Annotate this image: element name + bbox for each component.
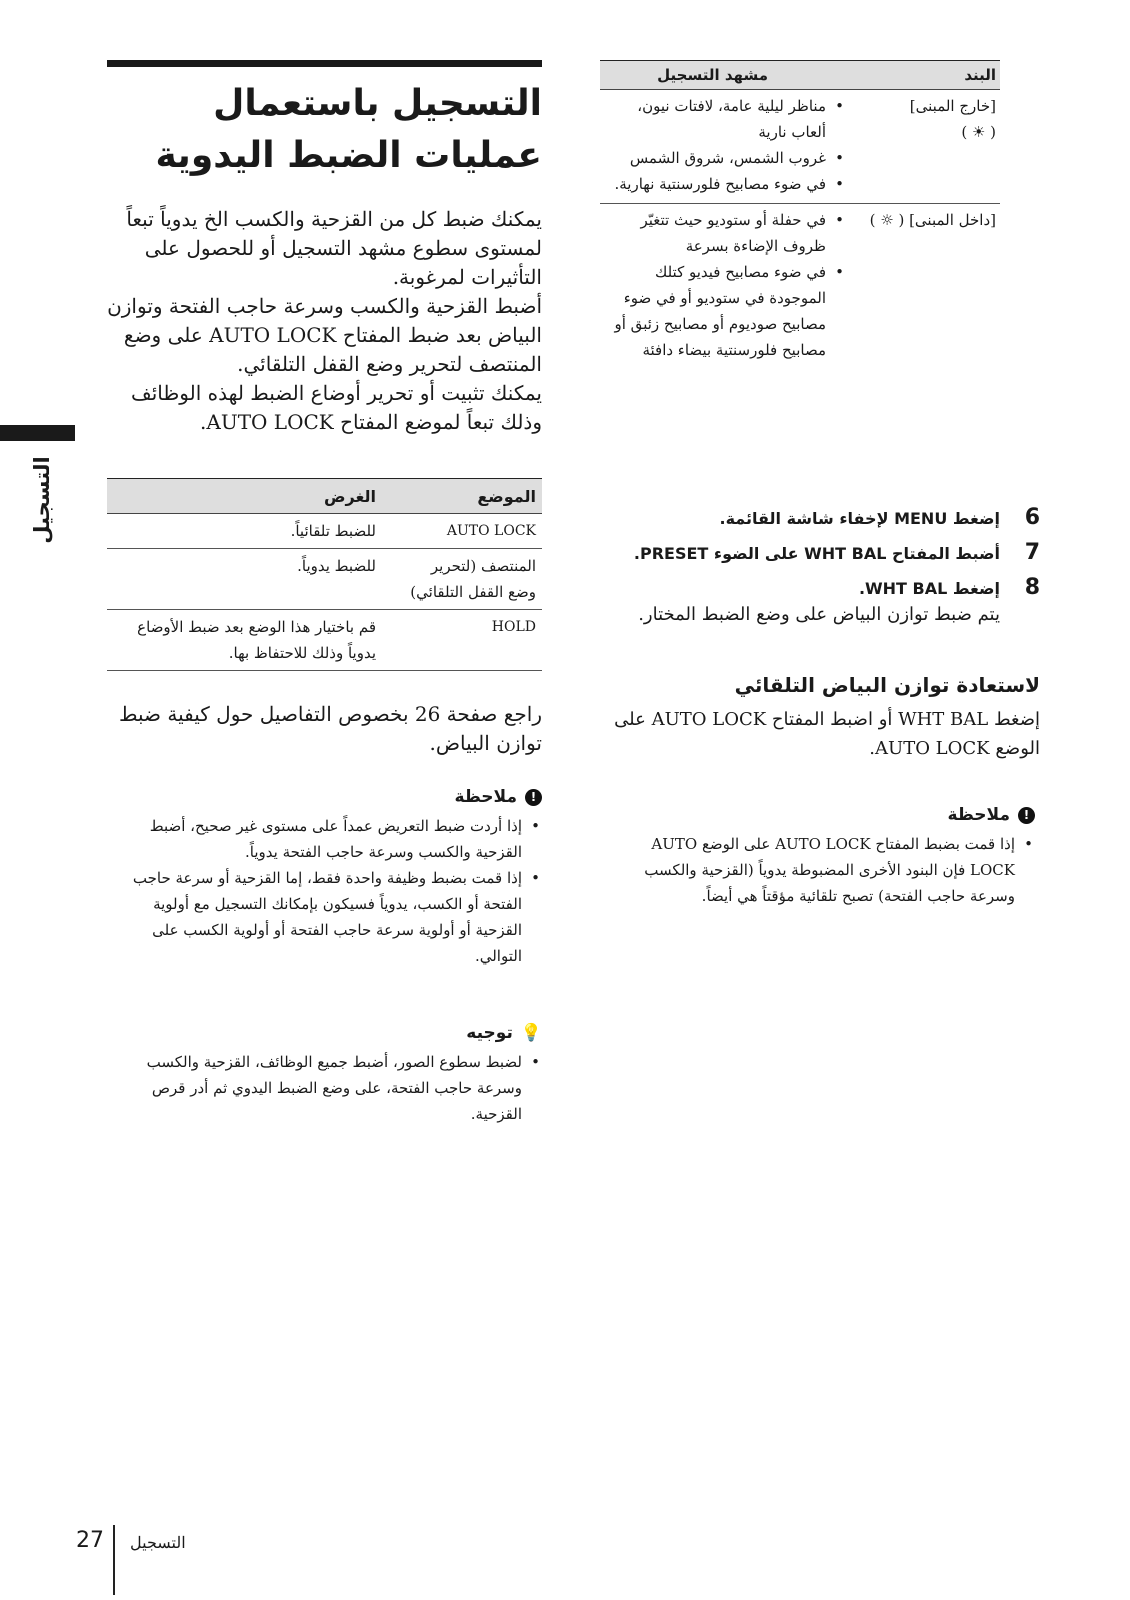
list-item: • في حفلة أو ستوديو حيث تتغيّر ظروف الإضاءة بسرعة [600, 207, 846, 259]
title-rule [107, 60, 542, 67]
indoor-scene-list [600, 207, 846, 363]
purpose-header: الغرض [324, 486, 376, 506]
restore-section [600, 673, 1040, 763]
step-8 [600, 575, 1040, 600]
tip-heading [107, 1023, 542, 1043]
lightbulb-icon: 💡 [520, 1023, 542, 1043]
table-row [107, 610, 542, 671]
restore-heading: لاستعادة توازن البياض التلقائي [734, 673, 1040, 697]
title-line-2: عمليات الضبط اليدوية [155, 135, 542, 176]
list-item: • إذا قمت بضبط المفتاح AUTO LOCK على الوضع AUTO LOCK فإن البنود الأخرى المضبوطة يدوياً (القزحية والكسب وسرعة حاجب الفتحة) تصبح تلقائية مؤقتاً هي أيضاً. [610, 831, 1035, 909]
tip [107, 1023, 542, 1127]
sun-icon: ( ☀ ) [961, 123, 996, 141]
restore-body: إضغط WHT BAL أو اضبط المفتاح AUTO LOCK على الوضع AUTO LOCK. [614, 709, 1040, 759]
position-table [107, 478, 542, 671]
side-tab-bar [0, 425, 75, 441]
purpose-cell: للضبط يدوياً. [297, 557, 376, 575]
steps-list [600, 505, 1040, 629]
step-text: أضبط المفتاح WHT BAL على الضوء PRESET. [633, 544, 1000, 563]
position-cell: AUTO LOCK [446, 523, 536, 539]
page-number: 27 [76, 1528, 104, 1553]
note-left [610, 805, 1035, 909]
position-cell: HOLD [491, 619, 536, 635]
list-item: • في ضوء مصابيح فيديو كتلك الموجودة في ستوديو أو في ضوء مصابيح صوديوم أو مصابيح زئبق أو مصابيح فلورسنتية بيضاء دافئة [600, 259, 846, 363]
list-item: • غروب الشمس، شروق الشمس [600, 145, 846, 171]
list-item: • مناظر ليلية عامة، لافتات نيون، ألعاب نارية [600, 93, 846, 145]
intro-paragraph-3: يمكنك تثبيت أو تحرير أوضاع الضبط لهذه الوظائف وذلك تبعاً لموضع المفتاح AUTO LOCK. [131, 381, 542, 434]
purpose-cell: للضبط تلقائياً. [290, 522, 376, 540]
note-icon: ! [1018, 807, 1035, 824]
step-8-description: يتم ضبط توازن البياض على وضع الضبط المختار. [638, 604, 1000, 625]
position-table-header [107, 479, 542, 514]
reference-paragraph: راجع صفحة 26 بخصوص التفاصيل حول كيفية ضبط توازن البياض. [119, 702, 542, 755]
note-icon: ! [525, 789, 542, 806]
note-right [107, 787, 542, 969]
step-text: إضغط WHT BAL. [858, 579, 1000, 598]
table-row [600, 90, 1000, 204]
note-title: ملاحظة [947, 805, 1010, 825]
scene-table [600, 60, 1000, 367]
position-cell: المنتصف (لتحرير وضع القفل التلقائي) [410, 557, 536, 601]
table-row [107, 549, 542, 610]
step-7 [600, 540, 1040, 565]
side-tab-label: التسجيل [30, 456, 54, 544]
table-row [600, 204, 1000, 367]
note-title: ملاحظة [454, 787, 517, 807]
step-number: 7 [1024, 540, 1040, 565]
outdoor-label: [خارج المبنى] [909, 97, 996, 115]
outdoor-scene-list [600, 93, 846, 197]
intro [107, 205, 542, 437]
note-list [107, 813, 542, 969]
step-text: إضغط MENU لإخفاء شاشة القائمة. [719, 509, 1000, 528]
title-line-1: التسجيل باستعمال [213, 83, 542, 124]
footer-section: التسجيل [130, 1533, 186, 1552]
purpose-cell: قم باختيار هذا الوضع بعد ضبط الأوضاع يدوياً وذلك للاحتفاظ بها. [137, 618, 376, 662]
note-heading [610, 805, 1035, 825]
list-item: • إذا قمت بضبط وظيفة واحدة فقط، إما القزحية أو سرعة حاجب الفتحة أو الكسب، يدوياً فسيكون بإمكانك التسجيل مع أولوية القزحية أو أولوية سرعة حاجب الفتحة أو أولوية الكسب على التوالي. [107, 865, 542, 969]
intro-paragraph-2: أضبط القزحية والكسب وسرعة حاجب الفتحة وتوازن البياض بعد ضبط المفتاح AUTO LOCK على وضع المنتصف لتحرير وضع القفل التلقائي. [107, 294, 542, 376]
intro-paragraph-1: يمكنك ضبط كل من القزحية والكسب الخ يدوياً تبعاً لمستوى سطوع مشهد التسجيل أو للحصول على التأثيرات لمرغوبة. [126, 207, 542, 289]
list-item: • في ضوء مصابيح فلورسنتية نهارية. [600, 171, 846, 197]
position-header: الموضع [477, 486, 536, 506]
footer-divider [113, 1525, 115, 1595]
page-title [107, 78, 542, 182]
list-item: • إذا أردت ضبط التعريض عمداً على مستوى غير صحيح، أضبط القزحية والكسب وسرعة حاجب الفتحة يدوياً. [107, 813, 542, 865]
item-header: البند [964, 66, 996, 84]
step-number: 6 [1024, 505, 1040, 530]
table-row [107, 514, 542, 549]
indoor-label: [داخل المبنى] ( ☼ ) [869, 211, 996, 229]
step-6 [600, 505, 1040, 530]
scene-header: مشهد التسجيل [657, 66, 768, 84]
note-list [610, 831, 1035, 909]
scene-table-header [600, 61, 1000, 90]
list-item: • لضبط سطوع الصور، أضبط جميع الوظائف، القزحية والكسب وسرعة حاجب الفتحة، على وضع الضبط اليدوي ثم أدر قرص القزحية. [107, 1049, 542, 1127]
tip-title: توجيه [466, 1023, 513, 1043]
note-heading [107, 787, 542, 807]
step-number: 8 [1024, 575, 1040, 600]
tip-list [107, 1049, 542, 1127]
